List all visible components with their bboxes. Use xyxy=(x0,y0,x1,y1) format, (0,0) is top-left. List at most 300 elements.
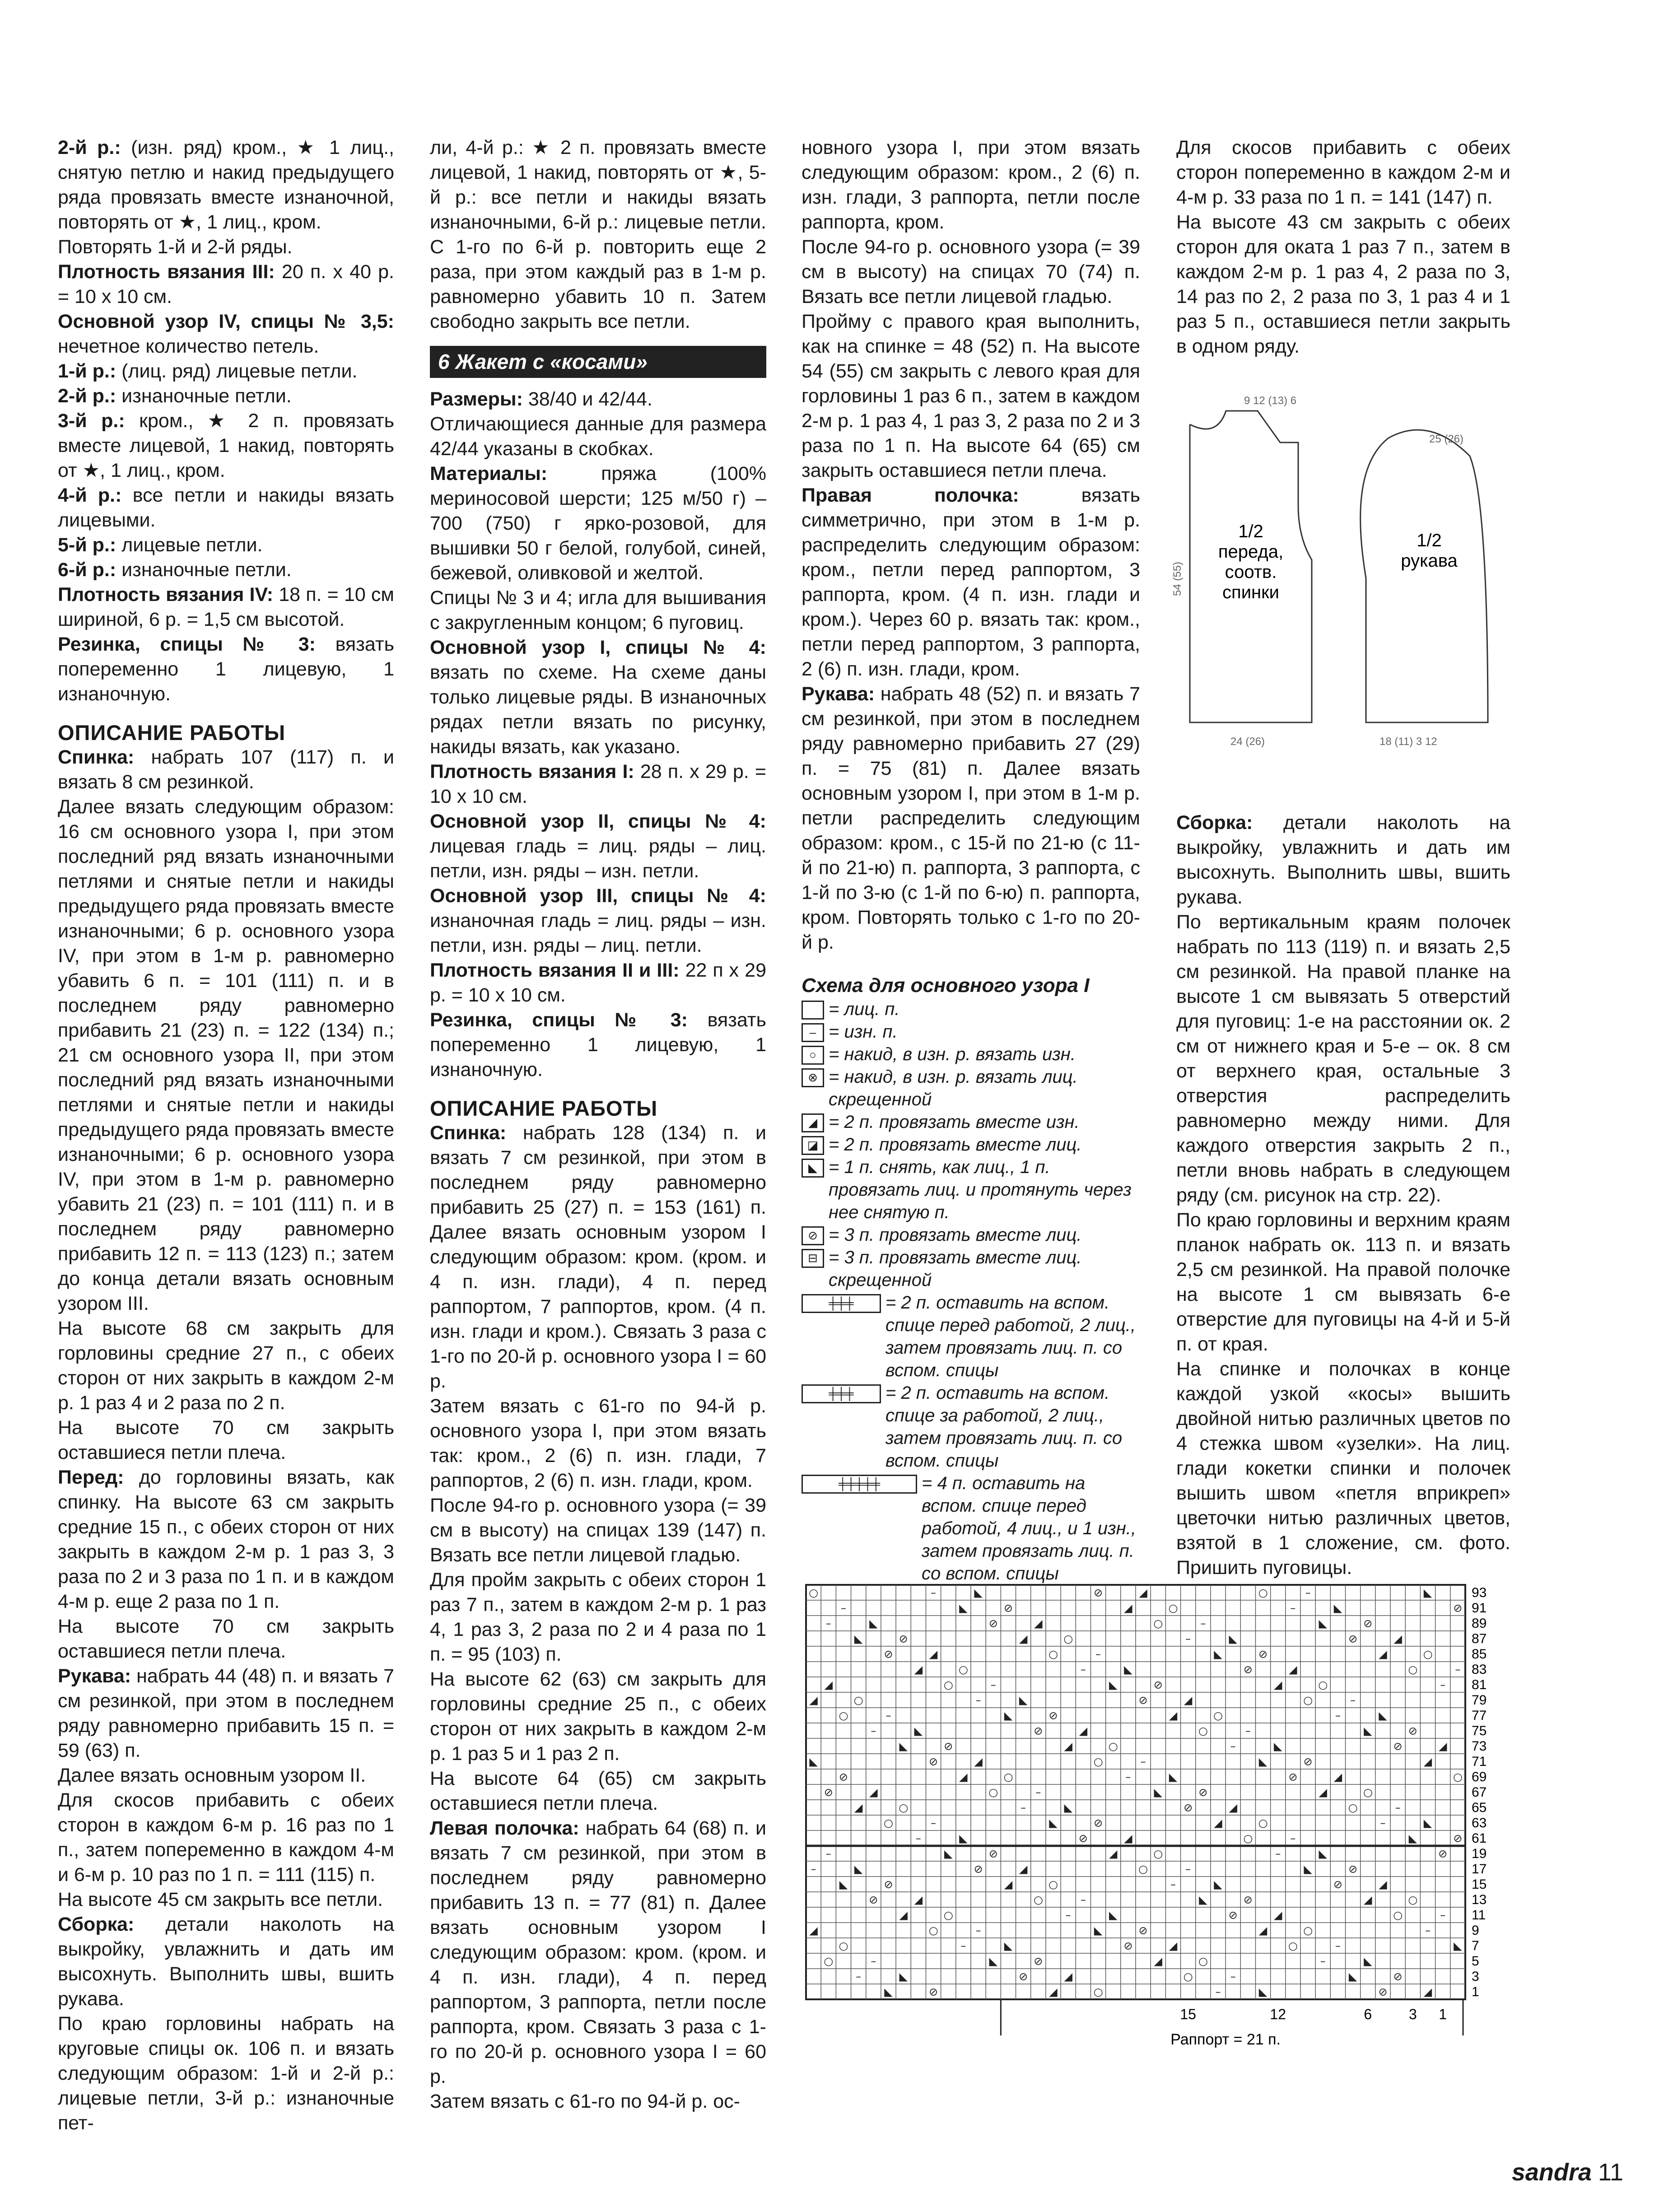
rapport-label: Раппорт = 21 п. xyxy=(1170,2031,1281,2048)
chart-symbol: ○ xyxy=(1393,1909,1403,1922)
chart-symbol: ⊘ xyxy=(1378,1985,1388,1998)
column-number: 12 xyxy=(1270,2006,1286,2022)
paragraph-heading: Основной узор II, спицы № 4: xyxy=(430,810,766,832)
chart-symbol: – xyxy=(1185,1632,1191,1645)
legend-symbol xyxy=(802,1001,824,1020)
paragraph-text: Отличающиеся данные для размера 42/44 указаны в скобках. xyxy=(430,413,766,460)
row-number: 79 xyxy=(1472,1693,1487,1708)
row-number: 19 xyxy=(1472,1846,1487,1862)
legend-text: = 2 п. провязать вместе изн. xyxy=(829,1112,1080,1132)
paragraph xyxy=(58,135,394,235)
paragraph-text: Для скосов прибавить с обеих сторон попеременно в каждом 2-м и 4-м р. 33 раза по 1 п. = 141 (147) п. xyxy=(1176,137,1510,208)
paragraph xyxy=(58,1887,394,1912)
chart-symbol: ○ xyxy=(1288,1939,1298,1952)
column-number: 1 xyxy=(1439,2006,1447,2022)
legend-symbol: ╪╪╪ xyxy=(802,1294,881,1313)
paragraph-text: 38/40 и 42/44. xyxy=(522,388,652,410)
chart-symbol: – xyxy=(1440,1909,1446,1922)
paragraph xyxy=(1176,1357,1510,1580)
paragraph xyxy=(58,309,394,359)
row-number: 11 xyxy=(1472,1908,1486,1923)
paragraph xyxy=(430,387,766,412)
paragraph xyxy=(1176,910,1510,1208)
paragraph xyxy=(802,235,1140,309)
legend-item xyxy=(802,1043,1140,1066)
chart-symbol: ○ xyxy=(958,1663,968,1676)
chart-symbol: ◢ xyxy=(1034,1617,1043,1630)
paragraph-text: Для пройм закрыть с обеих сторон 1 раз 7 п., затем в каждом 2-м р. 1 раз 4, 1 раз 3, 2 раза по 2 и 4 раза по 1 п. = 95 (103) п. xyxy=(430,1569,766,1665)
paragraph xyxy=(1176,1208,1510,1357)
sleeve-label-1: 1/2 xyxy=(1417,531,1442,550)
paragraph-text: изнаночные петли. xyxy=(116,385,292,407)
paragraph xyxy=(430,1766,766,1816)
chart-symbol: ◣ xyxy=(944,1847,953,1860)
chart-symbol: ⊘ xyxy=(1034,1724,1043,1737)
paragraph xyxy=(430,759,766,809)
paragraph xyxy=(58,632,394,707)
chart-symbol: ○ xyxy=(839,1939,848,1952)
chart-symbol: ○ xyxy=(1183,1970,1193,1983)
chart-symbol: – xyxy=(1170,1878,1176,1891)
chart-symbol: – xyxy=(871,1724,876,1737)
chart-symbol: ◢ xyxy=(1019,1632,1028,1645)
chart-symbol: – xyxy=(990,1678,996,1691)
paragraph-text: 20 п. х 40 р. = 10 х 10 см. xyxy=(58,261,394,307)
chart-symbol: ◣ xyxy=(959,1602,968,1615)
paragraph-text: набрать 64 (68) п. и вязать 7 см резинкой, при этом в последнем ряду равномерно прибавить 13 п. = 77 (81) п. Далее вязать основным узором I следующим образом: кром. (кром. и 4 п. изн. глади), 4 п. перед раппортом, 3 раппорта, петли после раппорта, кром. Связать 3 раза с 1-го по 20-й р. основного узора I = 60 р. xyxy=(430,1817,766,2087)
row-number: 5 xyxy=(1472,1954,1479,1969)
chart-symbol: – xyxy=(1380,1816,1386,1830)
chart-symbol: ◣ xyxy=(1379,1709,1387,1722)
chart-symbol: ◢ xyxy=(1379,1878,1387,1891)
paragraph-heading: 5-й р.: xyxy=(58,534,117,556)
column-number: 3 xyxy=(1408,2006,1417,2022)
paragraph xyxy=(430,586,766,635)
page-number: 11 xyxy=(1598,2159,1623,2186)
chart-symbol: ◢ xyxy=(1004,1878,1013,1891)
chart-symbol: ◣ xyxy=(1408,1832,1417,1845)
paragraph-text: Повторять 1-й и 2-й ряды. xyxy=(58,236,293,258)
brand-logo: sandra xyxy=(1511,2159,1592,2186)
chart-symbol: ◢ xyxy=(1258,1924,1268,1937)
chart-symbol: – xyxy=(1125,1770,1131,1784)
paragraph xyxy=(430,635,766,759)
chart-symbol: ○ xyxy=(1093,1985,1103,1998)
paragraph-text: детали наколоть на выкройку, увлажнить и дать им высохнуть. Выполнить швы, вшить рукава. xyxy=(1176,812,1510,908)
chart-symbol: ◢ xyxy=(1214,1816,1222,1830)
chart-symbol: ◢ xyxy=(1273,1678,1282,1691)
chart-symbol: ○ xyxy=(1243,1832,1253,1845)
paragraph-text: вязать симметрично, при этом в 1-м р. распределить следующим образом: кром., петли перед раппортом, 3 раппорта, кром. (4 п. изн. глади и кром.). Через 60 р. вязать так: кром., петли перед раппортом, 3 раппорта, 2 (6) п. изн. глади, кром. xyxy=(802,484,1140,680)
chart-symbol: ○ xyxy=(1348,1801,1358,1814)
legend-symbol: ⊟ xyxy=(802,1249,824,1268)
sleeve-outline xyxy=(1361,430,1488,722)
paragraph-text: лицевые петли. xyxy=(116,534,263,556)
paragraph xyxy=(58,745,394,795)
chart-symbol: ○ xyxy=(1033,1893,1043,1906)
chart-symbol: – xyxy=(885,1709,891,1722)
paragraph-text: набрать 44 (48) п. и вязать 7 см резинкой, при этом в последнем ряду равномерно прибавить 15 п. = 59 (63) п. xyxy=(58,1665,394,1761)
chart-symbol: ◣ xyxy=(1124,1663,1132,1676)
paragraph-text: (изн. ряд) кром., ★ 1 лиц., снятую петлю и накид предыдущего ряда провязать вместе изнаночной, повторять от ★, 1 лиц., кром. xyxy=(58,137,395,233)
legend-text: = накид, в изн. р. вязать лиц. скрещенной xyxy=(829,1067,1078,1109)
chart-symbol: ◣ xyxy=(1333,1602,1342,1615)
paragraph-heading: Основной узор III, спицы № 4: xyxy=(430,885,766,907)
page-footer xyxy=(1512,2158,1623,2186)
paragraph xyxy=(58,1416,394,1465)
paragraph-text: вязать попеременно 1 лицевую, 1 изнаночную. xyxy=(430,1009,766,1080)
paragraph xyxy=(58,1465,394,1614)
chart-symbol: ○ xyxy=(1198,1955,1208,1968)
paragraph-text: пряжа (100% мериносовой шерсти; 125 м/50 г) – 700 (750) г ярко-розовой, для вышивки 50 г белой, голубой, синей, бежевой, оливковой и желтой. xyxy=(430,463,766,584)
paragraph xyxy=(430,1008,766,1082)
paragraph-text: детали наколоть на выкройку, увлажнить и дать им высохнуть. Выполнить швы, вшить рукава. xyxy=(58,1914,394,2010)
chart-symbol: ◢ xyxy=(1064,1740,1072,1753)
section-heading: ОПИСАНИЕ РАБОТЫ xyxy=(58,721,286,745)
paragraph-heading: 6-й р.: xyxy=(58,559,117,581)
chart-symbol: ○ xyxy=(1049,1878,1058,1891)
chart-symbol: ◢ xyxy=(1333,1770,1342,1784)
row-number: 87 xyxy=(1472,1631,1487,1647)
row-number: 3 xyxy=(1472,1969,1479,1984)
legend-symbol: ⊘ xyxy=(802,1226,824,1245)
paragraph-text: Далее вязать основным узором II. xyxy=(58,1765,366,1786)
chart-symbol: – xyxy=(1080,1893,1086,1906)
chart-symbol: ◣ xyxy=(1229,1632,1237,1645)
chart-symbol: ◢ xyxy=(1169,1709,1178,1722)
chart-symbol: ◣ xyxy=(1004,1709,1013,1722)
paragraph-heading: Размеры: xyxy=(430,388,523,410)
chart-symbol: – xyxy=(1425,1924,1431,1937)
chart-symbol: ◣ xyxy=(869,1617,878,1630)
chart-symbol: ◢ xyxy=(929,1648,938,1661)
paragraph xyxy=(58,1316,394,1416)
legend-symbol: ◪ xyxy=(802,1136,824,1155)
chart-symbol: ○ xyxy=(1408,1663,1418,1676)
chart-symbol: – xyxy=(1080,1663,1086,1676)
paragraph xyxy=(802,682,1140,955)
paragraph xyxy=(430,1568,766,1667)
chart-symbol: ○ xyxy=(1303,1924,1313,1937)
paragraph-text: После 94-го р. основного узора (= 39 см в высоту) на спицах 70 (74) п. Вязать все петли лицевой гладью. xyxy=(802,236,1140,307)
chart-symbol: ⊘ xyxy=(1453,1832,1463,1845)
chart-symbol: ⊘ xyxy=(1438,1847,1448,1860)
chart-symbol: – xyxy=(1350,1694,1356,1707)
row-number: 67 xyxy=(1472,1785,1487,1800)
paragraph xyxy=(802,309,1140,483)
legend-item xyxy=(802,1246,1140,1291)
paragraph xyxy=(802,135,1140,235)
paragraph-text: изнаночная гладь = лиц. ряды – изн. петли, изн. ряды – лиц. петли. xyxy=(430,910,766,956)
chart-symbol: ⊘ xyxy=(824,1786,833,1799)
paragraph-text: кром., ★ 2 п. провязать вместе лицевой, 1 накид, повторять от ★, 1 лиц., кром. xyxy=(58,410,394,481)
chart-symbol: ⊘ xyxy=(1034,1955,1043,1968)
paragraph-text: 22 п х 29 р. = 10 х 10 см. xyxy=(430,959,766,1006)
paragraph xyxy=(430,2089,766,2114)
legend-text: = 3 п. провязать вместе лиц. скрещенной xyxy=(829,1248,1082,1290)
chart-symbol: ◣ xyxy=(1199,1893,1207,1906)
chart-symbol: – xyxy=(931,1816,937,1830)
paragraph-text: На высоте 70 см закрыть оставшиеся петли плеча. xyxy=(58,1616,394,1662)
chart-symbol: ◣ xyxy=(1064,1801,1072,1814)
chart-symbol: ⊘ xyxy=(1184,1801,1193,1814)
chart-symbol: ◢ xyxy=(1079,1724,1088,1737)
chart-symbol: ◢ xyxy=(1109,1847,1118,1860)
chart-symbol: ⊘ xyxy=(1408,1724,1417,1737)
chart-symbol: ⊘ xyxy=(1258,1648,1268,1661)
paragraph-text: все петли и накиды вязать лицевыми. xyxy=(58,484,395,531)
chart-symbol: ⊘ xyxy=(1288,1770,1298,1784)
chart-symbol: ◣ xyxy=(974,1586,983,1599)
paragraph-heading: Плотность вязания I: xyxy=(430,761,634,782)
legend-text: = 1 п. снять, как лиц., 1 п. провязать лиц. и протянуть через нее снятую п. xyxy=(829,1157,1132,1222)
row-number: 85 xyxy=(1472,1647,1487,1662)
chart-symbol: – xyxy=(1021,1801,1026,1814)
paragraph-text: вязать по схеме. На схеме даны только лицевые ряды. В изнаночных рядах петли вязать по рисунку, накиды вязать, как указано. xyxy=(430,661,766,758)
chart-symbol: ○ xyxy=(1049,1648,1058,1661)
chart-symbol: ◢ xyxy=(1438,1740,1447,1753)
legend-item xyxy=(802,1224,1140,1246)
paragraph xyxy=(430,412,766,461)
paragraph-text: На высоте 43 см закрыть с обеих сторон для оката 1 раз 7 п., затем в каждом 2-м р. 1 раз 4, 2 раза по 3, 14 раз по 2, 2 раза по 3, 1 раз 4 и 1 раз 5 п., оставшиеся петли закрыть в одном ряду. xyxy=(1176,211,1510,357)
chart-symbol: ⊘ xyxy=(1093,1586,1103,1599)
paragraph-text: 28 п. х 29 р. = 10 х 10 см. xyxy=(430,761,766,807)
row-number: 89 xyxy=(1472,1616,1487,1631)
chart-symbol: – xyxy=(1140,1755,1146,1768)
row-number: 15 xyxy=(1472,1877,1487,1892)
chart-legend xyxy=(802,998,1140,1585)
paragraph-heading: Материалы: xyxy=(430,463,548,484)
chart-symbol: ○ xyxy=(1258,1586,1268,1599)
chart-symbol: – xyxy=(975,1694,981,1707)
paragraph xyxy=(58,359,394,384)
paragraph xyxy=(58,1912,394,2012)
chart-symbol: ◣ xyxy=(1258,1755,1268,1768)
paragraph-heading: Правая полочка: xyxy=(802,484,1019,506)
chart-symbol: ○ xyxy=(824,1955,834,1968)
chart-symbol: ◣ xyxy=(1454,1939,1462,1952)
chart-symbol: ◣ xyxy=(1169,1770,1178,1784)
chart-symbol: ◣ xyxy=(959,1832,968,1845)
chart-symbol: ◣ xyxy=(1364,1724,1372,1737)
paragraph-text: На высоте 70 см закрыть оставшиеся петли плеча. xyxy=(58,1417,394,1463)
front-label-4: спинки xyxy=(1222,582,1279,602)
paragraph-heading: Перед: xyxy=(58,1467,124,1488)
paragraph xyxy=(430,135,766,334)
chart-symbol: ◢ xyxy=(809,1924,818,1937)
legend-text: = 2 п. провязать вместе лиц. xyxy=(829,1135,1082,1155)
chart-symbol: ○ xyxy=(1363,1786,1373,1799)
paragraph-text: По краю горловины и верхним краям планок набрать ок. 113 п. и вязать 2,5 см резинкой. На правой полочке на высоте 1 см вывязать 6-е отверстие для пуговицы на 4-й и 5-й п. от края. xyxy=(1176,1209,1510,1355)
row-number: 65 xyxy=(1472,1800,1487,1816)
legend-text: = 2 п. оставить на вспом. спице за работой, 2 лиц., затем провязать лиц. п. со вспом. спицы xyxy=(885,1383,1123,1471)
chart-symbol: ⊘ xyxy=(1348,1863,1358,1876)
legend-text: = изн. п. xyxy=(829,1022,898,1042)
paragraph-text: (лиц. ряд) лицевые петли. xyxy=(116,360,358,382)
paragraph-heading: Плотность вязания II и III: xyxy=(430,959,680,981)
chart-symbol: ⊘ xyxy=(1198,1786,1208,1799)
paragraph-heading: Резинка, спицы № 3: xyxy=(58,633,316,655)
chart-symbol: ⊘ xyxy=(1138,1694,1148,1707)
paragraph-text: По краю горловины набрать на круговые спицы ок. 106 п. и вязать следующим образом: 1-й и 2-й р.: лицевые петли, 3-й р.: изнаночные пет- xyxy=(58,2013,394,2134)
row-number: 69 xyxy=(1472,1770,1487,1785)
paragraph xyxy=(430,1816,766,2089)
chart-symbol: ○ xyxy=(1168,1602,1178,1615)
paragraph xyxy=(58,1614,394,1664)
chart-symbol: – xyxy=(1455,1663,1461,1676)
paragraph-text: Пройму с правого края выполнить, как на спинке = 48 (52) п. На высоте 54 (55) см закрыть с левого края для горловины 1 раз 6 п., затем в каждом 2-м р. 1 раз 4, 1 раз 3, 2 раза по 2 и 3 раза по 1 п. На высоте 64 (65) см закрыть оставшиеся петли плеча. xyxy=(802,311,1140,481)
legend-item xyxy=(802,1066,1140,1111)
chart-symbol: ◢ xyxy=(1139,1586,1147,1599)
dim-sleeve-top: 25 (26) xyxy=(1429,433,1464,445)
row-number: 77 xyxy=(1472,1708,1487,1723)
chart-symbol: ◣ xyxy=(854,1863,863,1876)
chart-symbol: – xyxy=(1335,1709,1341,1722)
chart-symbol: ◢ xyxy=(1169,1939,1178,1952)
chart-symbol: ◣ xyxy=(1109,1678,1118,1691)
chart-symbol: ○ xyxy=(1198,1724,1208,1737)
chart-symbol: ⊘ xyxy=(1243,1893,1253,1906)
legend-symbol: ╪╪╪╪╪ xyxy=(802,1475,917,1494)
pattern-schema xyxy=(1171,388,1501,759)
row-number: 81 xyxy=(1472,1677,1487,1693)
paragraph xyxy=(1176,135,1510,210)
paragraph xyxy=(58,558,394,582)
paragraph-heading: 1-й р.: xyxy=(58,360,117,382)
chart-symbol: ○ xyxy=(853,1694,863,1707)
chart-symbol: – xyxy=(1200,1617,1206,1630)
chart-symbol: ◣ xyxy=(884,1985,893,1998)
paragraph-heading: 2-й р.: xyxy=(58,137,121,158)
paragraph-heading: Сборка: xyxy=(58,1914,135,1935)
chart-symbol: ◣ xyxy=(989,1955,998,1968)
chart-symbol: ⊘ xyxy=(928,1985,938,1998)
dim-top: 9 12 (13) 6 xyxy=(1244,395,1297,407)
chart-symbol: ⊘ xyxy=(1243,1663,1253,1676)
chart-symbol: ⊘ xyxy=(839,1770,848,1784)
chart-symbol: ○ xyxy=(943,1909,953,1922)
chart-symbol: ◣ xyxy=(1273,1740,1282,1753)
row-number: 73 xyxy=(1472,1739,1487,1754)
chart-symbol: ◣ xyxy=(1423,1816,1432,1830)
chart-symbol: ◢ xyxy=(1423,1755,1432,1768)
chart-symbol: ○ xyxy=(1063,1632,1073,1645)
legend-symbol: ◣ xyxy=(802,1159,824,1178)
chart-symbol: ◢ xyxy=(1019,1863,1028,1876)
chart-symbol: ○ xyxy=(1153,1847,1163,1860)
legend-text: = лиц. п. xyxy=(829,999,900,1019)
paragraph-text: По вертикальным краям полочек набрать по 113 (119) п. и вязать 2,5 см резинкой. На правой планке на высоте 1 см вывязать 5 отверстий для пуговиц: 1-е на расстоянии ок. 2 см от нижнего края и 5-е – ок. 8 см от верхнего края, остальные 3 отверстия распределить равномерно между ними. Для каждого отверстия закрыть 2 п., петли вновь набрать в следующем ряду (см. рисунок на стр. 22). xyxy=(1176,911,1510,1206)
paragraph-text: набрать 107 (117) п. и вязать 8 см резинкой. xyxy=(58,746,394,793)
chart-symbol: ◣ xyxy=(1348,1970,1357,1983)
chart-symbol: ⊘ xyxy=(884,1648,893,1661)
chart-symbol: ○ xyxy=(1318,1678,1328,1691)
chart-symbol: ◢ xyxy=(1393,1632,1402,1645)
chart-symbol: ◢ xyxy=(914,1663,923,1676)
knitting-chart xyxy=(797,1576,1524,2091)
chart-symbol: ⊘ xyxy=(899,1632,908,1645)
paragraph xyxy=(1176,210,1510,359)
paragraph xyxy=(58,1788,394,1887)
paragraph-text: Затем вязать с 61-го по 94-й р. основного узора I, при этом вязать так: кром., 2 (6) п. изн. глади, 7 раппортов, 2 (6) п. изн. глади, кром. xyxy=(430,1395,766,1491)
chart-symbol: ⊘ xyxy=(1303,1755,1313,1768)
chart-symbol: ◣ xyxy=(1094,1924,1103,1937)
paragraph-text: 18 п. = 10 см шириной, 6 р. = 1,5 см высотой. xyxy=(58,584,394,630)
chart-symbol: – xyxy=(840,1602,846,1615)
chart-symbol: ⊘ xyxy=(1453,1602,1463,1615)
chart-symbol: – xyxy=(1335,1939,1341,1952)
paragraph xyxy=(430,1394,766,1493)
chart-symbol: ⊘ xyxy=(1019,1970,1028,1983)
chart-symbol: ⊘ xyxy=(1123,1939,1133,1952)
row-number: 71 xyxy=(1472,1754,1487,1770)
chart-symbol: ○ xyxy=(988,1786,998,1799)
chart-symbol: – xyxy=(1035,1786,1041,1799)
chart-symbol: ◢ xyxy=(899,1909,908,1922)
chart-symbol: ⊘ xyxy=(1333,1878,1343,1891)
paragraph xyxy=(58,483,394,533)
paragraph-heading: 3-й р.: xyxy=(58,410,125,432)
chart-symbol: ◢ xyxy=(809,1694,818,1707)
sleeve-label-2: рукава xyxy=(1401,551,1458,571)
chart-symbol: ◢ xyxy=(974,1755,983,1768)
chart-symbol: – xyxy=(1320,1955,1326,1968)
chart-symbol: ○ xyxy=(899,1801,909,1814)
chart-symbol: ◢ xyxy=(914,1893,923,1906)
dim-side-front: 54 (55) xyxy=(1171,561,1184,596)
chart-symbol: – xyxy=(1245,1724,1251,1737)
chart-symbol: – xyxy=(1185,1863,1191,1876)
paragraph xyxy=(802,483,1140,682)
text-column-4 xyxy=(1176,135,1510,1580)
chart-symbol: – xyxy=(1230,1970,1236,1983)
paragraph-text: лицевая гладь = лиц. ряды – лиц. петли, изн. ряды – изн. петли. xyxy=(430,835,766,882)
paragraph xyxy=(58,1763,394,1788)
legend-item xyxy=(802,1156,1140,1224)
chart-symbol: ◣ xyxy=(1423,1586,1432,1599)
legend-symbol: ⊗ xyxy=(802,1068,824,1087)
front-label-1: 1/2 xyxy=(1238,522,1263,541)
chart-symbol: – xyxy=(1275,1847,1281,1860)
row-number: 75 xyxy=(1472,1723,1487,1739)
chart-symbol: ⊘ xyxy=(944,1740,953,1753)
legend-item xyxy=(802,1382,1140,1472)
front-label-2: переда, xyxy=(1218,542,1284,562)
chart-symbol: ◣ xyxy=(1364,1955,1372,1968)
paragraph xyxy=(430,809,766,884)
chart-symbol: ◢ xyxy=(1184,1694,1193,1707)
legend-text: = 3 п. провязать вместе лиц. xyxy=(829,1225,1082,1245)
chart-symbol: – xyxy=(960,1939,966,1952)
paragraph-heading: Рукава: xyxy=(802,683,875,705)
chart-symbol: ◣ xyxy=(899,1970,908,1983)
paragraph-text: После 94-го р. основного узора (= 39 см в высоту) на спицах 139 (147) п. Вязать все петли лицевой гладью. xyxy=(430,1495,766,1566)
chart-symbol: – xyxy=(856,1970,862,1983)
paragraph xyxy=(430,1121,766,1394)
chart-symbol: ◣ xyxy=(899,1740,908,1753)
paragraph-heading: Резинка, спицы № 3: xyxy=(430,1009,688,1031)
section-heading: ОПИСАНИЕ РАБОТЫ xyxy=(430,1096,658,1120)
chart-symbol: ⊘ xyxy=(1093,1816,1103,1830)
chart-symbol: ◢ xyxy=(1289,1663,1297,1676)
chart-symbol: – xyxy=(1215,1985,1221,1998)
paragraph-text: набрать 48 (52) п. и вязать 7 см резинкой, при этом в последнем ряду равномерно прибавить 27 (29) п. = 75 (81) п. Далее вязать основным узором I, при этом в 1-м р. петли распределить следующим образом: кром., с 15-й по 21-ю (с 11-й по 21-ю) п. раппорта, 3 раппорта, с 1-й по 3-ю (с 1-й по 6-ю) п. раппорта, кром. Повторять только с 1-го по 20-й р. xyxy=(802,683,1140,953)
chart-symbol: ◣ xyxy=(914,1724,923,1737)
paragraph xyxy=(58,2012,394,2136)
chart-symbol: ◢ xyxy=(869,1786,878,1799)
chart-symbol: ◢ xyxy=(824,1678,833,1691)
paragraph-text: На спинке и полочках в конце каждой узкой «косы» вышить двойной нитью различных цветов по 4 стежка швом «узелки». На лиц. глади кокетки спинки и полочек вышить швом «петля вприкреп» цветочки нитью различных цветов, взятой в 1 сложение, см. фото. Пришить пуговицы. xyxy=(1176,1358,1510,1579)
